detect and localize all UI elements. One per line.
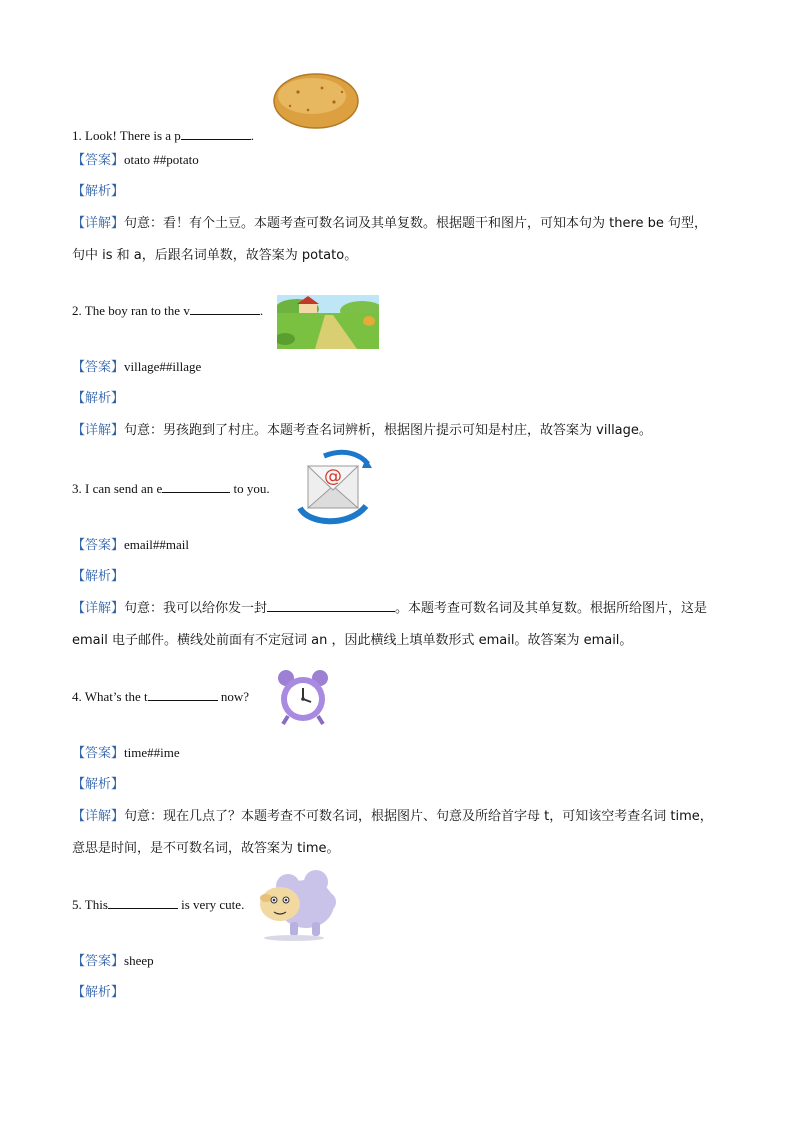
- detail-text-continued: 。本题考查可数名词及其单复数。根据所给图片，这是 email 电子邮件。横线处前面有不定冠词 an ，因此横线上填单数形式 email。故答案为 email。: [72, 601, 708, 648]
- detail-label: 【详解】: [72, 216, 125, 231]
- answer-label: 【答案】: [72, 153, 125, 168]
- answer-blank: [108, 894, 178, 909]
- question-2-stem: [72, 300, 263, 321]
- email-image: [294, 448, 374, 526]
- question-4-stem: [72, 686, 249, 707]
- detail-paragraph-1: [72, 207, 720, 271]
- detail-text: 句意：我可以给你发一封: [124, 601, 268, 616]
- question-1-text: 1. Look! There is a p: [72, 128, 181, 143]
- answer-blank: [162, 478, 230, 493]
- question-3-text: 3. I can send an e: [72, 481, 163, 496]
- detail-paragraph-2: [72, 414, 720, 446]
- answer-line-4: [72, 743, 180, 764]
- answer-line-2: [72, 357, 201, 378]
- answer-value: sheep: [124, 953, 154, 968]
- detail-label: 【详解】: [72, 423, 125, 438]
- analysis-label: 【解析】: [72, 777, 125, 792]
- analysis-line-1: [72, 181, 124, 202]
- analysis-label: 【解析】: [72, 985, 125, 1000]
- answer-value: otato ##potato: [124, 152, 199, 167]
- question-4-text: 4. What’s the t: [72, 689, 148, 704]
- answer-blank: [190, 300, 260, 315]
- question-5-text-end: is very cute.: [177, 897, 245, 912]
- potato-image: [270, 70, 362, 132]
- answer-blank: [148, 686, 218, 701]
- question-3-stem: [72, 478, 270, 499]
- detail-text: 句意：男孩跑到了村庄。本题考查名词辨析，根据图片提示可知是村庄，故答案为 village。: [124, 423, 652, 438]
- question-2-text-end: .: [259, 303, 264, 318]
- answer-label: 【答案】: [72, 360, 125, 375]
- alarm-clock-image: [274, 668, 332, 726]
- analysis-label: 【解析】: [72, 184, 125, 199]
- answer-line-5: [72, 951, 154, 972]
- analysis-line-5: [72, 982, 124, 1003]
- analysis-line-2: [72, 388, 124, 409]
- detail-label: 【详解】: [72, 809, 125, 824]
- question-3-text-end: to you.: [230, 481, 270, 496]
- sheep-image: [254, 864, 336, 942]
- answer-value: village##illage: [124, 359, 202, 374]
- detail-text: 句意：现在几点了？本题考查不可数名词，根据图片、句意及所给首字母 t，可知该空考查名词 time，意思是时间，是不可数名词，故答案为 time。: [72, 809, 713, 856]
- analysis-label: 【解析】: [72, 569, 125, 584]
- detail-text: 句意：看！有个土豆。本题考查可数名词及其单复数。根据题干和图片，可知本句为 there be 句型，句中 is 和 a，后跟名词单数，故答案为 potato。: [72, 216, 708, 263]
- answer-label: 【答案】: [72, 746, 125, 761]
- answer-line-1: [72, 150, 199, 171]
- analysis-line-3: [72, 566, 124, 587]
- detail-label: 【详解】: [72, 601, 125, 616]
- answer-value: email##mail: [124, 537, 189, 552]
- detail-paragraph-4: [72, 800, 720, 864]
- question-5-stem: [72, 894, 244, 915]
- question-2-text: 2. The boy ran to the v: [72, 303, 190, 318]
- answer-label: 【答案】: [72, 538, 125, 553]
- question-1-text-end: .: [250, 128, 255, 143]
- answer-value: time##ime: [124, 745, 180, 760]
- answer-blank: [181, 125, 251, 140]
- question-5-text: 5. This: [72, 897, 108, 912]
- village-image: [277, 295, 379, 349]
- detail-paragraph-3: [72, 592, 720, 656]
- detail-blank: [267, 597, 395, 612]
- svg-text:@: @: [324, 466, 342, 487]
- answer-line-3: [72, 535, 189, 556]
- answer-label: 【答案】: [72, 954, 125, 969]
- analysis-label: 【解析】: [72, 391, 125, 406]
- question-4-text-end: now?: [217, 689, 250, 704]
- analysis-line-4: [72, 774, 124, 795]
- question-1-stem: [72, 125, 254, 146]
